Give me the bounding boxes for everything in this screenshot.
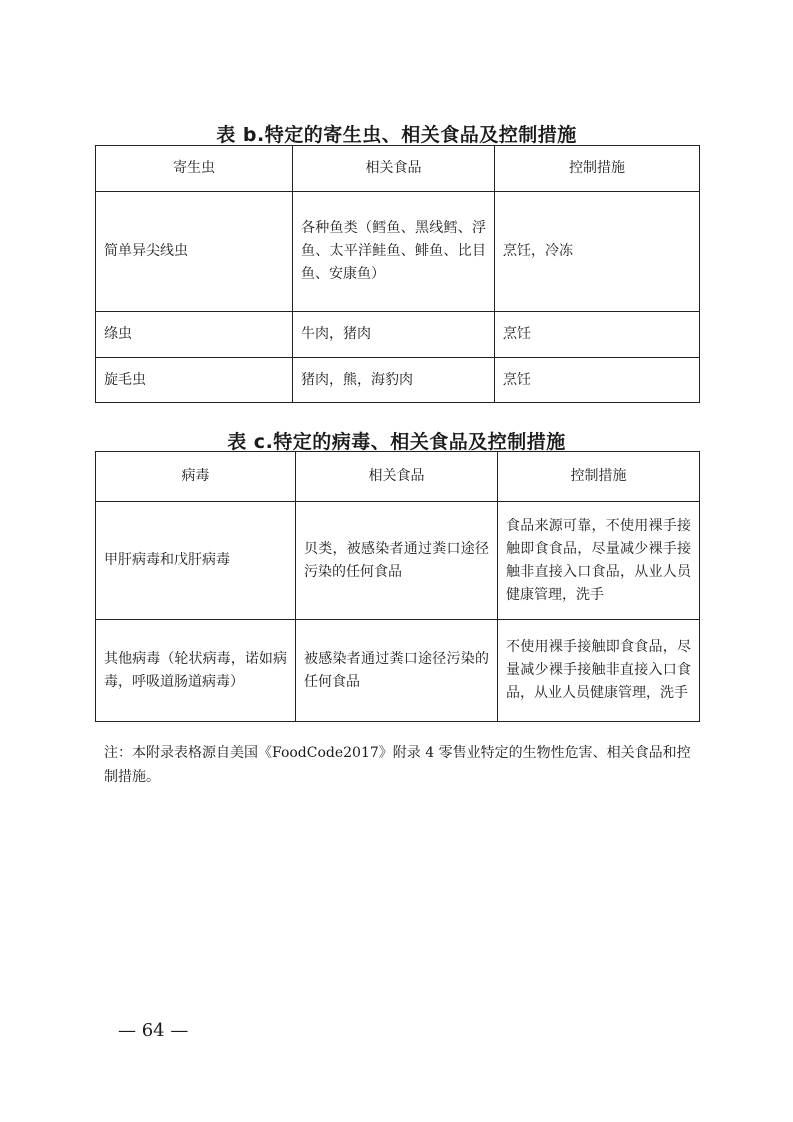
table-cell: 烹饪 — [495, 312, 700, 358]
table-cell: 食品来源可靠，不使用裸手接触即食食品，尽量减少裸手接触非直接入口食品，从业人员健康管理，洗手 — [498, 502, 700, 620]
column-header: 寄生虫 — [96, 146, 293, 192]
column-header: 相关食品 — [296, 452, 498, 502]
table-cell: 贝类，被感染者通过粪口途径污染的任何食品 — [296, 502, 498, 620]
source-note: 注：本附录表格源自美国《FoodCode2017》附录 4 零售业特定的生物性危害、相关食品和控制措施。 — [104, 745, 691, 785]
table-cell: 被感染者通过粪口途径污染的任何食品 — [296, 620, 498, 722]
table-cell: 猪肉，熊，海豹肉 — [293, 358, 495, 403]
table-header-row — [96, 452, 700, 502]
table-c-title: 表 c.特定的病毒、相关食品及控制措施 — [227, 431, 566, 453]
table-header-row — [96, 146, 700, 192]
table-cell: 不使用裸手接触即食食品，尽量减少裸手接触非直接入口食品，从业人员健康管理，洗手 — [498, 620, 700, 722]
parasite-table — [95, 145, 700, 403]
table-cell: 旋毛虫 — [96, 358, 293, 403]
table-cell: 烹饪 — [495, 358, 700, 403]
page-number: — 64 — — [118, 1020, 189, 1041]
table-cell: 牛肉，猪肉 — [293, 312, 495, 358]
table-row — [96, 192, 700, 312]
table-row — [96, 502, 700, 620]
table-row — [96, 620, 700, 722]
column-header: 相关食品 — [293, 146, 495, 192]
table-row — [96, 312, 700, 358]
column-header: 控制措施 — [498, 452, 700, 502]
table-cell: 简单异尖线虫 — [96, 192, 293, 312]
table-b-title: 表 b.特定的寄生虫、相关食品及控制措施 — [216, 124, 577, 146]
table-cell: 各种鱼类（鳕鱼、黑线鳕、浮鱼、太平洋鲑鱼、鲱鱼、比目鱼、安康鱼） — [293, 192, 495, 312]
column-header: 病毒 — [96, 452, 296, 502]
table-cell: 甲肝病毒和戊肝病毒 — [96, 502, 296, 620]
virus-table — [95, 451, 700, 722]
table-row — [96, 358, 700, 403]
table-cell: 烹饪，冷冻 — [495, 192, 700, 312]
table-cell: 绦虫 — [96, 312, 293, 358]
column-header: 控制措施 — [495, 146, 700, 192]
table-cell: 其他病毒（轮状病毒，诺如病毒，呼吸道肠道病毒） — [96, 620, 296, 722]
